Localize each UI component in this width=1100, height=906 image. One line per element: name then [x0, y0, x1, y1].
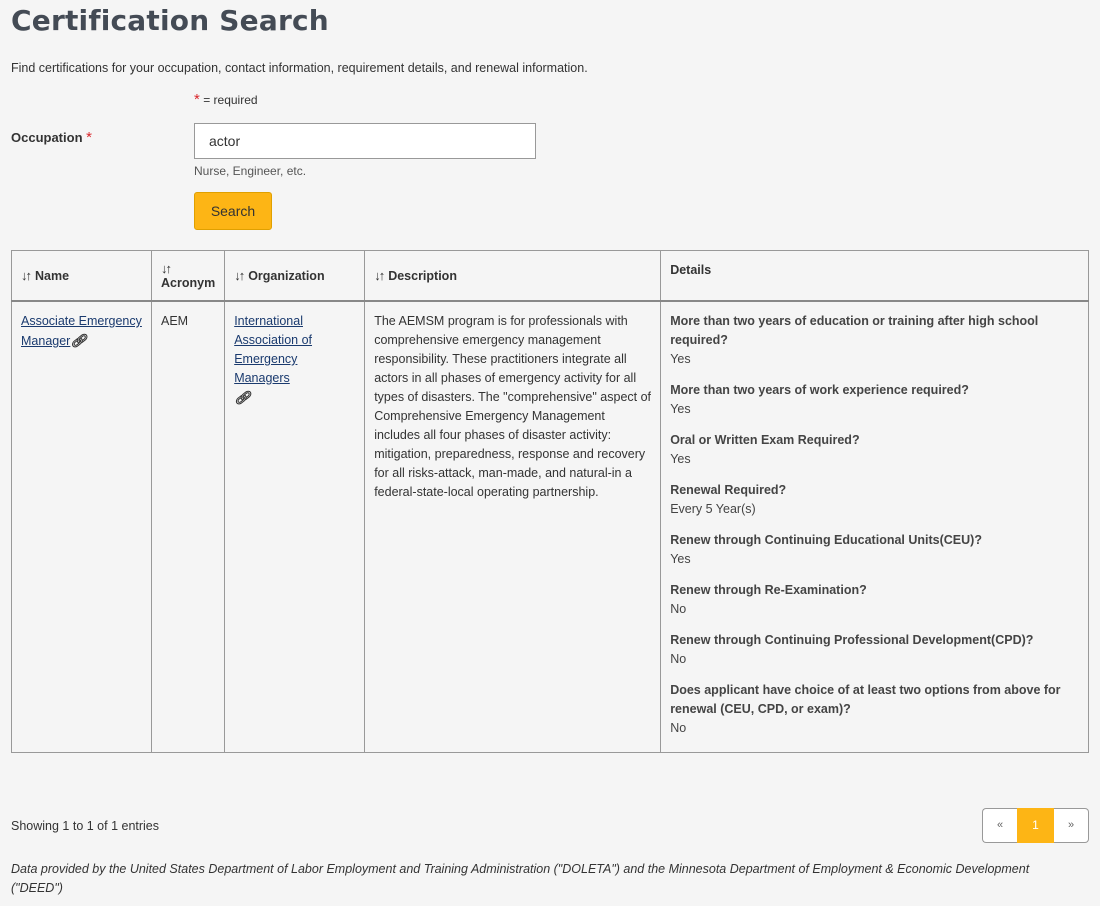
- detail-answer: No: [670, 652, 687, 666]
- page-intro: Find certifications for your occupation, contact information, requirement details, and renewal information.: [11, 61, 588, 75]
- required-note-text: = required: [203, 93, 258, 107]
- sort-icon: ↓↑: [21, 268, 30, 283]
- organization-link[interactable]: International Association of Emergency Managers: [234, 314, 313, 385]
- detail-answer: Yes: [670, 452, 691, 466]
- detail-question: Renewal Required?: [670, 483, 787, 497]
- detail-question: More than two years of work experience required?: [670, 383, 969, 397]
- column-header-acronym[interactable]: [152, 251, 225, 302]
- occupation-input[interactable]: [194, 123, 536, 159]
- column-header-description[interactable]: [365, 251, 661, 302]
- pagination: [982, 808, 1089, 843]
- detail-answer: Yes: [670, 552, 691, 566]
- sort-icon: ↓↑: [374, 268, 384, 283]
- external-link-icon[interactable]: 🔗︎: [70, 333, 87, 348]
- detail-answer: Yes: [670, 402, 691, 416]
- column-header-label: Organization: [248, 269, 325, 283]
- detail-answer: No: [670, 721, 687, 735]
- pagination-info: Showing 1 to 1 of 1 entries: [11, 819, 160, 833]
- sort-icon: ↓↑: [161, 261, 170, 276]
- previous-page-button[interactable]: «: [982, 808, 1017, 843]
- cell-details: [661, 301, 1089, 753]
- occupation-label-text: Occupation: [11, 130, 83, 145]
- cell-organization: [225, 301, 365, 753]
- page-1-button[interactable]: 1: [1017, 808, 1054, 843]
- required-star: *: [194, 91, 200, 108]
- column-header-details: [661, 251, 1089, 302]
- cell-description: The AEMSM program is for professionals with comprehensive emergency management responsibility. These practitioners integrate all actors in all phases of emergency activity for all types of disasters. The "comprehensive" aspect of Comprehensive Emergency Management includes all four phases of disaster activity: mitigation, preparedness, response and recovery for all risks-attack, man-made, and natural-in a federal-state-local operating partnership.: [365, 301, 661, 753]
- certification-name-link[interactable]: Associate Emergency Manager: [21, 314, 142, 348]
- detail-question: Renew through Continuing Educational Units(CEU)?: [670, 533, 982, 547]
- occupation-hint: Nurse, Engineer, etc.: [194, 164, 307, 178]
- sort-icon: ↓↑: [234, 268, 244, 283]
- column-header-label: Description: [388, 269, 457, 283]
- column-header-organization[interactable]: [225, 251, 365, 302]
- next-page-button[interactable]: »: [1054, 808, 1089, 843]
- results-table: [11, 250, 1089, 753]
- detail-question: Renew through Continuing Professional Development(CPD)?: [670, 633, 1034, 647]
- detail-answer: No: [670, 602, 687, 616]
- column-header-name[interactable]: [12, 251, 152, 302]
- external-link-icon[interactable]: 🔗︎: [234, 390, 251, 405]
- column-header-label: Details: [670, 263, 712, 277]
- detail-question: More than two years of education or training after high school required?: [670, 314, 1039, 347]
- table-header-row: [12, 251, 1089, 302]
- occupation-label: [11, 129, 92, 146]
- column-header-label: Name: [35, 269, 70, 283]
- required-star: *: [86, 129, 92, 146]
- page-title: Certification Search: [11, 4, 329, 37]
- search-button[interactable]: Search: [194, 192, 272, 230]
- detail-question: Renew through Re-Examination?: [670, 583, 867, 597]
- cell-acronym: AEM: [152, 301, 225, 753]
- detail-answer: Yes: [670, 352, 691, 366]
- column-header-label: Acronym: [161, 276, 216, 290]
- required-note: [194, 91, 258, 108]
- data-source-footer: Data provided by the United States Department of Labor Employment and Training Administration ("DOLETA") and the Minnesota Department of Employment & Economic Development ("DEED"): [11, 862, 1030, 895]
- detail-question: Oral or Written Exam Required?: [670, 433, 860, 447]
- cell-name: [12, 301, 152, 753]
- detail-answer: Every 5 Year(s): [670, 502, 756, 516]
- table-row: [12, 301, 1089, 753]
- detail-question: Does applicant have choice of at least two options from above for renewal (CEU, CPD, or exam)?: [670, 683, 1061, 716]
